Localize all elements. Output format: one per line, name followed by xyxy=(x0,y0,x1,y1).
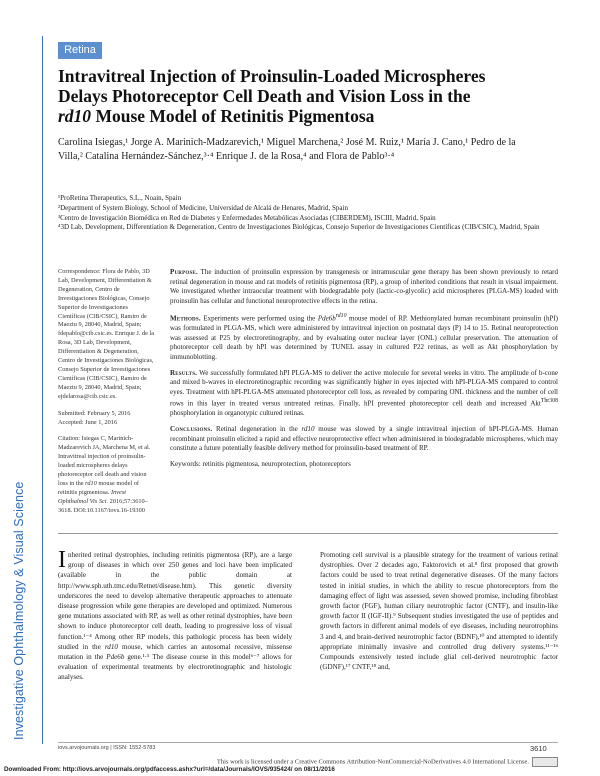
abstract-methods xyxy=(170,312,558,362)
citation-lead: Citation: Isiegas C, Marinich-Madzarevich JA, Marchena M, et al. Intravitreal injection of proinsulin-loaded microspheres delays photoreceptor cell death and vision loss in the xyxy=(58,435,151,487)
license-text: This work is licensed under a Creative Commons Attribution-NonCommercial-NoDerivatives 4.0 International License. xyxy=(216,758,529,766)
abstract-conclusions xyxy=(170,425,558,454)
body-left-italic-pde6b: Pde6b xyxy=(106,653,125,662)
abstract xyxy=(170,268,558,475)
citation-mid: mouse model of retinitis pigmentosa. xyxy=(58,479,139,496)
results-text-a: We successfully formulated hPI PLGA-MS to deliver the active molecule for several weeks in vitro. The amplitude of b-cone and mixed b-waves in electroretinographic recording was significantly higher in eyes injected with hPI-PLGA-MS compared to control eyes. Treatment with hPI-PLGA-MS attenuated photoreceptor cell loss, as revealed by comparing ONL thickness and the number of cell rows in this layer in treated versus untreated retinas. Finally, hPI prevented photoreceptor cell death and increased Akt xyxy=(170,368,558,408)
purpose-heading: Purpose. xyxy=(170,268,198,276)
submitted-date: Submitted: February 5, 2016 xyxy=(58,409,131,417)
purpose-text: The induction of proinsulin expression by transgenesis or intramuscular gene therapy has been shown previously to retard retinal degeneration in mouse and rat models of retinitis pigmentosa (RP), a group of inherited conditions that result in visual impairment. We investigated whether intraocular treatment with biodegradable poly (lactic-co-glycolic) acid microspheres (PLGA-MS) loaded with proinsulin has cellular and functional neuroprotective effects in the retina. xyxy=(170,268,558,305)
methods-text-b: mouse model of RP. Methionylated human recombinant proinsulin (hPI) was formulated in PLGA-MS, which were administered by intravitreal injection on postnatal days (P) 14 to 15. Retinal neuroprotection was assessed at P25 by electroretinography, and by evaluating outer nuclear layer (ONL) cellular preservation. The attenuation of photoreceptor cell death by hPI was determined by TUNEL assay in cultured P22 retinas, as well as Akt phosphorylation by immunoblotting. xyxy=(170,314,559,362)
body-right-text: Promoting cell survival is a plausible strategy for the treatment of various retinal dystrophies. Over 2 decades ago, Faktorovich et al.⁸ first proposed that growth factors could be used to treat retinal degenerative diseases. Of the many factors tested in initial studies, in which the ability to rescue photoreceptors from the damaging effect of light was assessed, seven showed promise, including fibroblast growth factor (FGF), human ciliary neurotrophic factor (CNTF), and insulin-like growth factor II (IGF-II).⁹ Subsequent studies investigated the use of peptides and growth factors in different animal models of eye diseases, including neurotrophins 3 and 4, and brain-derived neurotrophic factor (BDNF),¹⁰ and attempted to identify appropriate minimally invasive and controlled drug delivery systems.¹¹⁻¹⁶ Compounds extensively tested include glial cell-derived neurotrophic factor (GDNF),¹⁷ CNTF,¹⁸ and, xyxy=(320,551,558,672)
citation xyxy=(58,435,156,515)
body-left-italic-rd10: rd10 xyxy=(104,642,118,651)
accepted-date: Accepted: June 1, 2016 xyxy=(58,418,118,426)
citation-italic-rd10: rd10 xyxy=(85,479,97,487)
body-left-text-b: mouse, which carries an autosomal recessive, missense mutation in the xyxy=(58,642,293,662)
abstract-results xyxy=(170,369,558,419)
affiliation-2: ²Department of System Biology, School of Medicine, Universidad de Alcalá de Henares, Madrid, Spain xyxy=(58,203,348,212)
title-line-1: Intravitreal Injection of Proinsulin-Loaded Microspheres xyxy=(58,66,486,86)
article-side-notes xyxy=(58,268,156,524)
affiliation-4: ⁴3D Lab, Development, Differentiation & Degeneration, Centro de Investigaciones Biológicas, Consejo Superior de Investigaciones Científicas (CIB/CSIC), Madrid, Spain xyxy=(58,223,540,232)
results-heading: Results. xyxy=(170,368,198,377)
title-line-3 xyxy=(58,106,550,126)
conclusions-heading: Conclusions. xyxy=(170,424,213,433)
footer-divider xyxy=(58,742,558,743)
page-number: 3610 xyxy=(530,744,547,753)
conclusions-text-b: mouse was slowed by a single intravitreal injection of hPI-PLGA-MS. Human recombinant proinsulin elicited a rapid and effective neuroprotective effect when administered in biodegradable microspheres, which may constitute a future potentially feasible delivery method for proinsulin-based treatment of RP. xyxy=(170,424,558,453)
journal-footer: iovs.arvojournals.org | ISSN: 1552-5783 xyxy=(58,745,156,751)
author-list: Carolina Isiegas,¹ Jorge A. Marinich-Madzarevich,¹ Miguel Marchena,² José M. Ruiz,¹ María J. Cano,¹ Pedro de la Villa,² Catalina Hernández-Sánchez,³·⁴ Enrique J. de la Rosa,⁴ and Flora de Pablo³·⁴ xyxy=(58,137,516,162)
methods-heading: Methods. xyxy=(170,314,201,323)
abstract-divider xyxy=(58,533,558,534)
results-text-b: phosphorylation in organotypic cultured retinas. xyxy=(170,409,305,418)
body-left-text-a: nherited retinal dystrophies, including retinitis pigmentosa (RP), are a large group of diseases in which over 250 genes and loci have been implicated (available in the public domain at http://www.sph.uth.tmc.edu/Retnet/disease.htm). This genetic diversity underscores the need to develop alternative therapeutic approaches to attenuate disease progression while gene therapies are developed and optimized. Numerous gene mutations associated with RP, as well as other retinal dystrophies, have been shown to induce photoreceptor cell death, leading to progressive loss of visual function.¹⁻⁴ Among other RP models, this pathologic process has been widely studied in the xyxy=(58,551,292,651)
journal-vertical-title: Investigative Ophthalmology & Visual Science xyxy=(12,481,26,740)
dates xyxy=(58,410,156,428)
conclusions-italic: rd10 xyxy=(301,424,315,433)
download-stamp: Downloaded From: http://iovs.arvojournals.org/pdfaccess.ashx?url=/data/Journals/IOVS/935424/ on 08/11/2016 xyxy=(4,766,335,773)
body-left-text-c: gene.¹·⁵ The disease course in this model⁶⁻⁷ allows for evaluation of experimental treatments by electroretinographic and histologic analyses. xyxy=(58,653,293,682)
section-label: Retina xyxy=(58,42,102,59)
title-italic-rd10: rd10 xyxy=(58,106,92,126)
drop-cap: I xyxy=(58,547,66,573)
body-column-left xyxy=(58,547,293,683)
conclusions-text-a: Retinal degeneration in the xyxy=(212,424,302,433)
citation-journal: Invest Ophthalmol Vis Sci. xyxy=(58,488,127,505)
results-superscript: Thr308 xyxy=(540,398,558,405)
abstract-purpose xyxy=(170,268,558,306)
citation-tail: 2016;57:3610–3618. DOI:10.1167/iovs.16-19300 xyxy=(58,497,148,514)
methods-text-a: Experiments were performed using the xyxy=(200,314,318,323)
article-title xyxy=(58,66,550,126)
methods-italic: Pde6b xyxy=(317,314,336,323)
affiliations xyxy=(58,194,558,233)
keywords: Keywords: retinitis pigmentosa, neuroprotection, photoreceptors xyxy=(170,459,351,468)
affiliation-1: ¹ProRetina Therapeutics, S.L., Noain, Spain xyxy=(58,194,182,202)
correspondence: Correspondence: Flora de Pablo, 3D Lab, Development, Differentiation & Degeneration, Centro de Investigaciones Biológicas, Consejo Superior de Investigaciones Científicas (CIB/CSIC), Ramiro de Maeztu 9, 28040, Madrid, Spain; fdepablo@cib.csic.es. Enrique J. de la Rosa, 3D Lab, Development, Differentiation & Degeneration, Centro de Investigaciones Biológicas, Consejo Superior de Investigaciones Científicas (CIB/CSIC), Ramiro de Maeztu 9, 28040, Madrid, Spain; ejdelarosa@cib.csic.es. xyxy=(58,268,155,400)
title-line-3-rest: Mouse Model of Retinitis Pigmentosa xyxy=(91,106,375,126)
methods-superscript: rd10 xyxy=(335,313,347,320)
journal-band-rule xyxy=(42,36,43,744)
body-column-right xyxy=(320,550,558,672)
title-line-2: Delays Photoreceptor Cell Death and Vision Loss in the xyxy=(58,86,471,106)
affiliation-3: ³Centro de Investigación Biomédica en Red de Diabetes y Enfermedades Metabólicas Asociadas (CIBERDEM), ISCIII, Madrid, Spain xyxy=(58,213,436,222)
